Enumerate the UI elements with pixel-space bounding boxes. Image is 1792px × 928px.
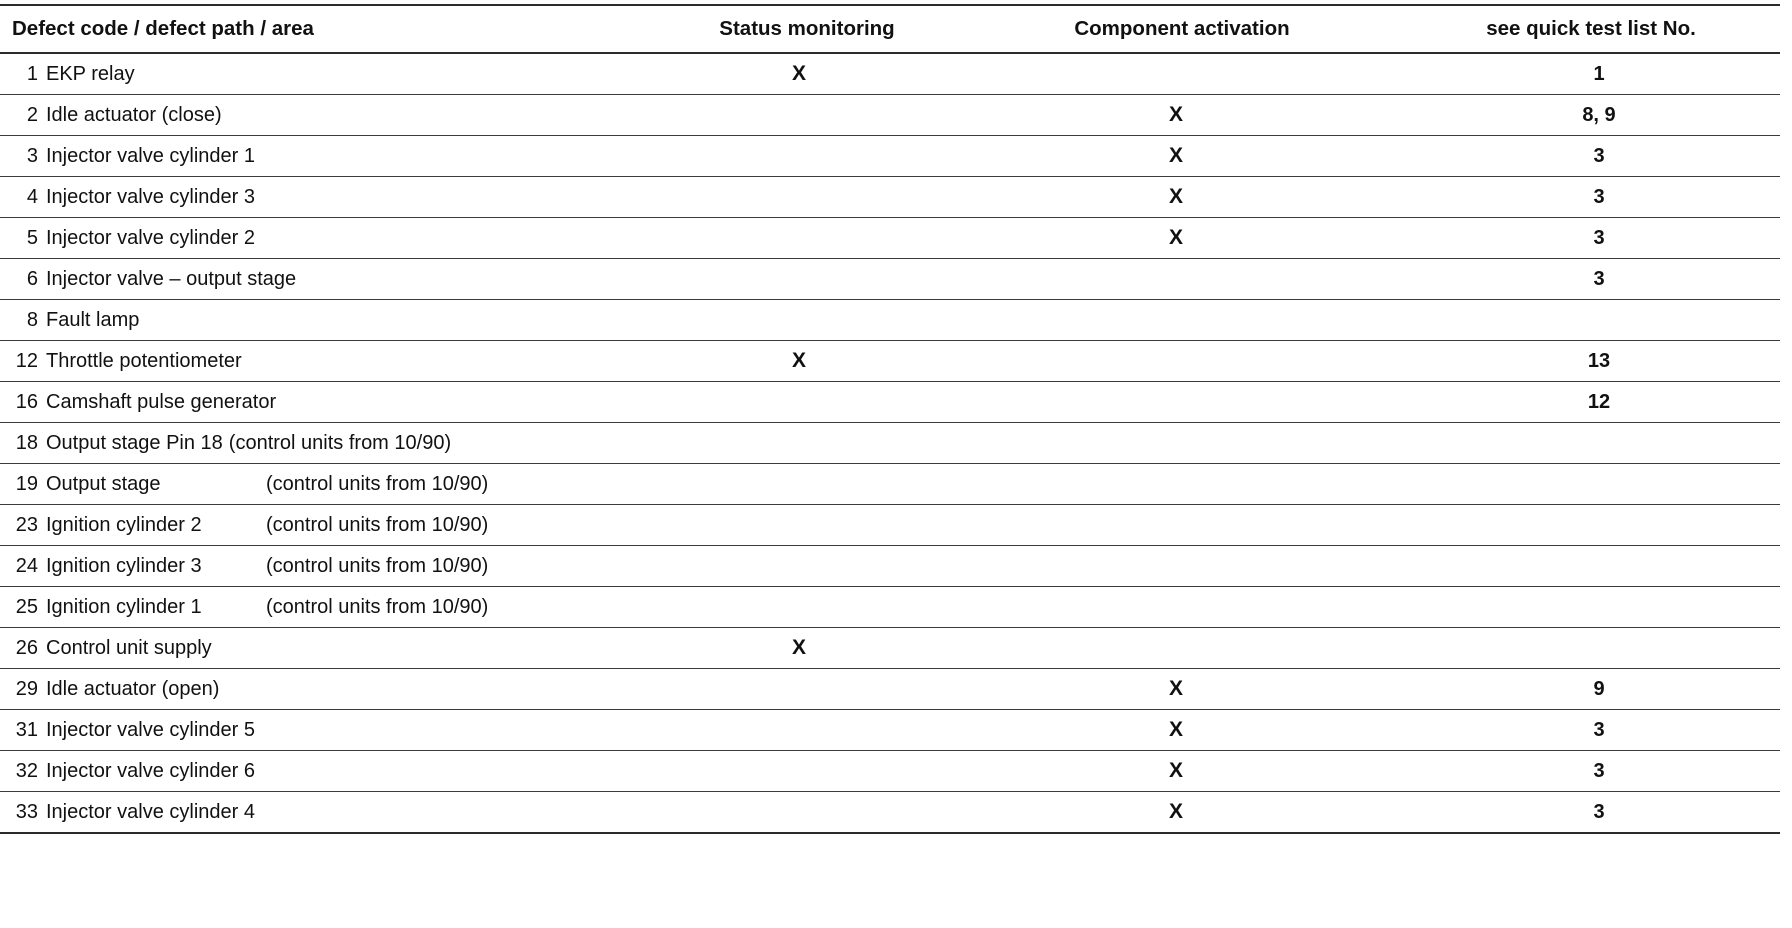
quick-test-cell (1402, 218, 1780, 259)
quick-test-cell (1402, 341, 1780, 382)
defect-name: Ignition cylinder 3 (46, 555, 202, 577)
defect-cell-content (0, 391, 652, 413)
status-monitoring-cell (652, 423, 962, 464)
status-monitoring-cell (652, 505, 962, 546)
status-monitoring-cell (652, 464, 962, 505)
header-defect-code: Defect code / defect path / area (0, 5, 652, 53)
component-activation-cell (962, 177, 1402, 218)
status-monitoring-cell (652, 669, 962, 710)
defect-cell (0, 341, 652, 382)
component-activation-cell (962, 669, 1402, 710)
component-activation-cell (962, 505, 1402, 546)
quick-test-number: 13 (1587, 350, 1611, 372)
defect-code: 5 (26, 227, 38, 249)
defect-cell (0, 218, 652, 259)
quick-test-number: 1 (1593, 63, 1605, 85)
defect-cell (0, 382, 652, 423)
quick-test-cell (1402, 710, 1780, 751)
table-row (0, 587, 1780, 628)
defect-code: 4 (26, 186, 38, 208)
defect-name: Fault lamp (46, 309, 140, 331)
quick-test-cell (1402, 95, 1780, 136)
status-monitoring-cell (652, 136, 962, 177)
defect-cell-content (0, 432, 652, 454)
quick-test-cell (1402, 382, 1780, 423)
component-activation-mark: X (1168, 677, 1183, 700)
status-monitoring-cell (652, 792, 962, 834)
defect-name: EKP relay (46, 63, 135, 85)
header-status-monitoring: Status monitoring (652, 5, 962, 53)
component-activation-cell (962, 95, 1402, 136)
status-monitoring-cell (652, 546, 962, 587)
defect-code: 2 (26, 104, 38, 126)
table-row (0, 177, 1780, 218)
table-row (0, 792, 1780, 834)
status-monitoring-cell (652, 710, 962, 751)
quick-test-cell (1402, 546, 1780, 587)
defect-cell (0, 136, 652, 177)
quick-test-number: 3 (1593, 145, 1605, 167)
table-row (0, 464, 1780, 505)
quick-test-cell (1402, 751, 1780, 792)
quick-test-cell (1402, 628, 1780, 669)
table-header-row (0, 5, 1780, 53)
component-activation-cell (962, 136, 1402, 177)
defect-cell-content (0, 227, 652, 249)
status-monitoring-cell (652, 382, 962, 423)
component-activation-cell (962, 53, 1402, 95)
defect-cell (0, 792, 652, 834)
quick-test-cell (1402, 259, 1780, 300)
defect-note: (control units from 10/90) (228, 432, 452, 454)
defect-code: 23 (15, 514, 38, 536)
defect-cell-content (0, 104, 652, 126)
table-row (0, 628, 1780, 669)
table-row (0, 259, 1780, 300)
defect-cell-content (0, 309, 652, 331)
header-component-activation: Component activation (962, 5, 1402, 53)
defect-code: 1 (26, 63, 38, 85)
table-row (0, 710, 1780, 751)
table-row (0, 382, 1780, 423)
component-activation-cell (962, 382, 1402, 423)
status-monitoring-cell (652, 259, 962, 300)
status-monitoring-cell (652, 341, 962, 382)
table-row (0, 300, 1780, 341)
defect-note: (control units from 10/90) (266, 514, 489, 536)
defect-code: 32 (15, 760, 38, 782)
defect-cell-content (0, 186, 652, 208)
status-monitoring-cell (652, 177, 962, 218)
defect-code: 31 (15, 719, 38, 741)
status-monitoring-cell (652, 751, 962, 792)
quick-test-cell (1402, 587, 1780, 628)
defect-cell-content (0, 760, 652, 782)
defect-code-table (0, 4, 1780, 834)
quick-test-number: 3 (1593, 227, 1605, 249)
defect-cell (0, 710, 652, 751)
defect-name: Injector valve cylinder 2 (46, 227, 255, 249)
defect-cell (0, 423, 652, 464)
component-activation-cell (962, 259, 1402, 300)
defect-cell-content (0, 678, 652, 700)
component-activation-mark: X (1168, 718, 1183, 741)
defect-name: Output stage (46, 473, 161, 495)
defect-cell (0, 505, 652, 546)
quick-test-cell (1402, 177, 1780, 218)
component-activation-cell (962, 628, 1402, 669)
defect-name: Output stage Pin 18 (46, 432, 223, 454)
table-row (0, 505, 1780, 546)
defect-cell-content (0, 473, 652, 495)
defect-cell-content (0, 268, 652, 290)
table-row (0, 95, 1780, 136)
quick-test-number: 3 (1593, 268, 1605, 290)
defect-name: Injector valve – output stage (46, 268, 297, 290)
table-row (0, 751, 1780, 792)
quick-test-number: 3 (1593, 186, 1605, 208)
defect-cell-content (0, 637, 652, 659)
quick-test-number: 12 (1587, 391, 1611, 413)
defect-name: Throttle potentiometer (46, 350, 242, 372)
component-activation-cell (962, 546, 1402, 587)
status-monitoring-cell (652, 628, 962, 669)
defect-note: (control units from 10/90) (266, 473, 489, 495)
status-monitoring-mark: X (791, 636, 806, 659)
table-row (0, 53, 1780, 95)
status-monitoring-cell (652, 218, 962, 259)
defect-name: Injector valve cylinder 3 (46, 186, 255, 208)
defect-cell (0, 669, 652, 710)
defect-cell (0, 53, 652, 95)
component-activation-mark: X (1168, 226, 1183, 249)
defect-code: 3 (26, 145, 38, 167)
component-activation-mark: X (1168, 800, 1183, 823)
defect-code: 16 (15, 391, 38, 413)
table-row (0, 546, 1780, 587)
table-row (0, 341, 1780, 382)
defect-cell (0, 300, 652, 341)
defect-name: Injector valve cylinder 1 (46, 145, 255, 167)
defect-name: Control unit supply (46, 637, 212, 659)
quick-test-cell (1402, 669, 1780, 710)
defect-name: Ignition cylinder 1 (46, 596, 202, 618)
defect-code: 33 (15, 801, 38, 823)
table-row (0, 218, 1780, 259)
status-monitoring-cell (652, 587, 962, 628)
quick-test-cell (1402, 136, 1780, 177)
defect-name: Ignition cylinder 2 (46, 514, 202, 536)
defect-cell (0, 259, 652, 300)
defect-note: (control units from 10/90) (266, 596, 489, 618)
table-row (0, 136, 1780, 177)
defect-name: Camshaft pulse generator (46, 391, 277, 413)
defect-code: 8 (26, 309, 38, 331)
defect-name: Injector valve cylinder 4 (46, 801, 255, 823)
header-quick-test-list: see quick test list No. (1402, 5, 1780, 53)
quick-test-number: 9 (1593, 678, 1605, 700)
defect-code: 12 (15, 350, 38, 372)
component-activation-cell (962, 710, 1402, 751)
defect-cell-content (0, 555, 652, 577)
status-monitoring-mark: X (791, 62, 806, 85)
defect-name: Injector valve cylinder 5 (46, 719, 255, 741)
component-activation-cell (962, 587, 1402, 628)
component-activation-cell (962, 751, 1402, 792)
defect-cell (0, 95, 652, 136)
defect-cell-content (0, 596, 652, 618)
quick-test-number: 3 (1593, 760, 1605, 782)
component-activation-mark: X (1168, 144, 1183, 167)
quick-test-cell (1402, 423, 1780, 464)
component-activation-cell (962, 218, 1402, 259)
quick-test-cell (1402, 53, 1780, 95)
defect-cell (0, 587, 652, 628)
defect-cell (0, 177, 652, 218)
quick-test-cell (1402, 300, 1780, 341)
defect-name: Injector valve cylinder 6 (46, 760, 255, 782)
defect-code: 24 (15, 555, 38, 577)
defect-cell-content (0, 801, 652, 823)
defect-note: (control units from 10/90) (266, 555, 489, 577)
status-monitoring-cell (652, 95, 962, 136)
defect-code: 26 (15, 637, 38, 659)
quick-test-number: 8, 9 (1582, 104, 1616, 126)
defect-code: 19 (15, 473, 38, 495)
defect-cell-content (0, 514, 652, 536)
component-activation-mark: X (1168, 185, 1183, 208)
component-activation-cell (962, 464, 1402, 505)
defect-cell (0, 464, 652, 505)
defect-cell (0, 751, 652, 792)
quick-test-cell (1402, 792, 1780, 834)
defect-cell-content (0, 350, 652, 372)
component-activation-mark: X (1168, 759, 1183, 782)
component-activation-mark: X (1168, 103, 1183, 126)
component-activation-cell (962, 792, 1402, 834)
table-row (0, 423, 1780, 464)
table-row (0, 669, 1780, 710)
component-activation-cell (962, 423, 1402, 464)
status-monitoring-mark: X (791, 349, 806, 372)
status-monitoring-cell (652, 300, 962, 341)
table-body (0, 53, 1780, 833)
defect-code: 18 (15, 432, 38, 454)
status-monitoring-cell (652, 53, 962, 95)
defect-code: 6 (26, 268, 38, 290)
quick-test-cell (1402, 464, 1780, 505)
quick-test-number: 3 (1593, 719, 1605, 741)
defect-name: Idle actuator (close) (46, 104, 222, 126)
defect-cell-content (0, 145, 652, 167)
component-activation-cell (962, 300, 1402, 341)
component-activation-cell (962, 341, 1402, 382)
defect-cell (0, 628, 652, 669)
defect-code: 25 (15, 596, 38, 618)
defect-code: 29 (15, 678, 38, 700)
defect-name: Idle actuator (open) (46, 678, 220, 700)
quick-test-cell (1402, 505, 1780, 546)
defect-cell-content (0, 719, 652, 741)
quick-test-number: 3 (1593, 801, 1605, 823)
defect-cell (0, 546, 652, 587)
defect-cell-content (0, 63, 652, 85)
